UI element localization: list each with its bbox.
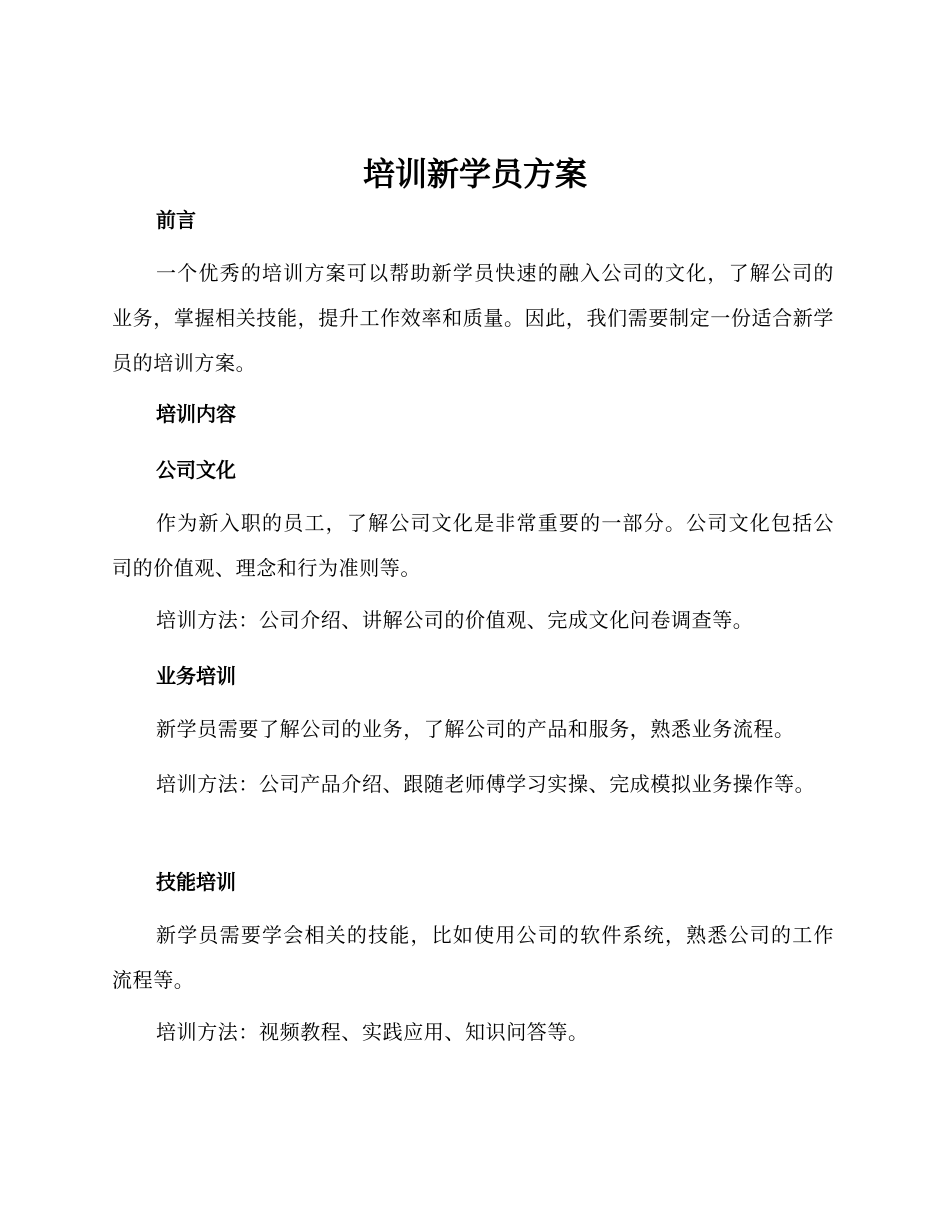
preface-paragraph: 一个优秀的培训方案可以帮助新学员快速的融入公司的文化，了解公司的业务，掌握相关技能，提升工作效率和质量。因此，我们需要制定一份适合新学员的培训方案。 (112, 261, 834, 375)
content-heading: 培训内容 (156, 402, 236, 426)
section-text-skills: 新学员需要学会相关的技能，比如使用公司的软件系统，熟悉公司的工作流程等。 (112, 923, 834, 992)
section-text-business: 新学员需要了解公司的业务，了解公司的产品和服务，熟悉业务流程。 (156, 717, 795, 741)
section-heading-skills: 技能培训 (156, 870, 236, 894)
document-title: 培训新学员方案 (362, 155, 587, 193)
section-method-business: 培训方法：公司产品介绍、跟随老师傅学习实操、完成模拟业务操作等。 (156, 772, 816, 796)
section-method-skills: 培训方法：视频教程、实践应用、知识问答等。 (156, 1020, 589, 1044)
preface-heading: 前言 (156, 208, 196, 232)
section-heading-culture: 公司文化 (156, 458, 236, 482)
section-text-culture: 作为新入职的员工，了解公司文化是非常重要的一部分。公司文化包括公司的价值观、理念和行为准则等。 (112, 511, 834, 580)
section-heading-business: 业务培训 (156, 664, 236, 688)
section-method-culture: 培训方法：公司介绍、讲解公司的价值观、完成文化问卷调查等。 (156, 608, 754, 632)
